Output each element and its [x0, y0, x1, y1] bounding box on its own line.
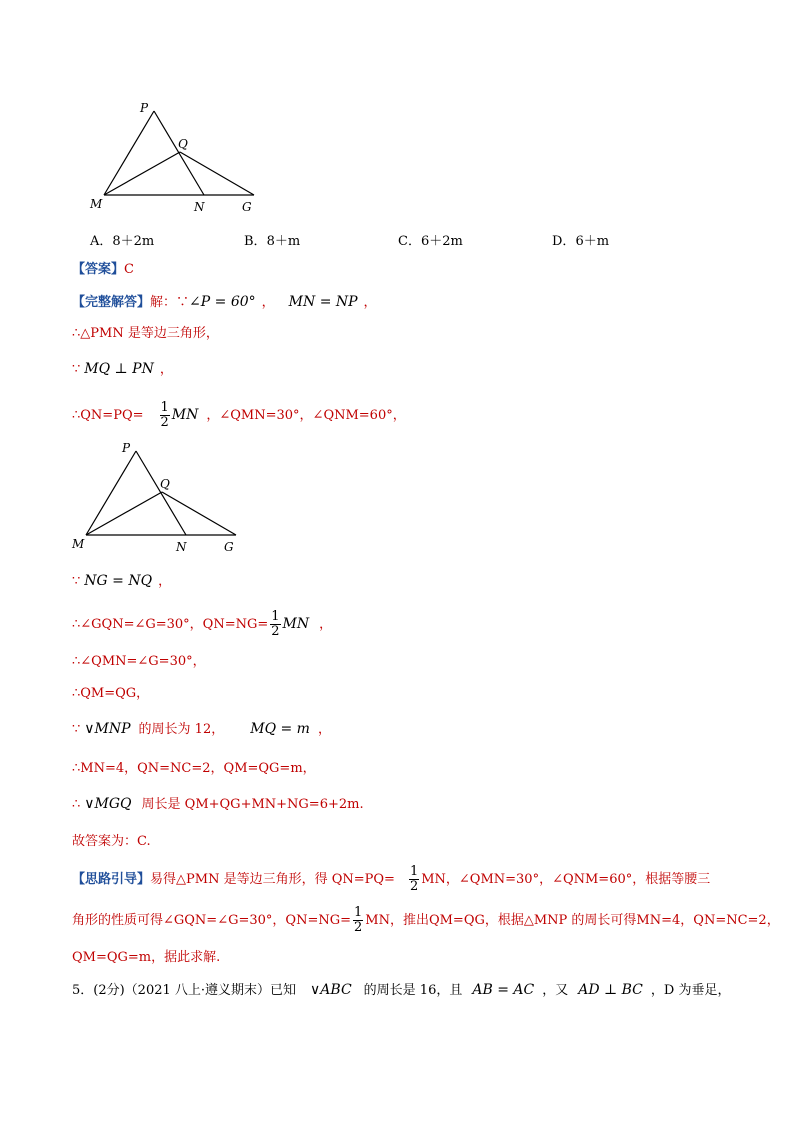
- math-mq-perp-pn: MQ ⊥ PN: [84, 361, 154, 377]
- question-5-end: ，D 为垂足，: [650, 983, 731, 998]
- label-m: M: [72, 537, 85, 551]
- fraction-numerator: 1: [409, 864, 419, 879]
- solution-l6-end: ，: [319, 617, 333, 632]
- hint-l2-pre: 角形的性质可得∠GQN=∠G=30°，QN=NG=: [72, 913, 351, 928]
- solution-l4-post: ，∠QMN=30°，∠QNM=60°，: [206, 408, 406, 423]
- fraction-denominator: 2: [271, 624, 280, 639]
- option-a-text: 8＋2m: [112, 234, 155, 249]
- fraction-numerator: 1: [354, 905, 363, 920]
- math-ad-perp-bc: AD ⊥ BC: [578, 982, 643, 998]
- solution-l9-mid: 的周长为 12，: [138, 722, 225, 737]
- solution-l6-pre: ∴∠GQN=∠G=30°，QN=NG=: [72, 617, 269, 632]
- label-m: M: [90, 197, 103, 211]
- option-c-letter: C．: [398, 234, 421, 249]
- fraction-half: [409, 865, 419, 894]
- option-d-text: 6＋m: [575, 234, 610, 249]
- solution-l3-end: ，: [159, 362, 173, 377]
- option-b-text: 8＋m: [266, 234, 301, 249]
- question-5-pre: 5．(2分)（2021 八上·遵义期末）已知: [72, 983, 297, 998]
- hint-l2-post: MN，推出QM=QG，根据△MNP 的周长可得MN=4，QN=NC=2，: [365, 913, 780, 928]
- solution-l11-pre: ∴: [72, 797, 81, 812]
- fraction-half: [353, 906, 363, 935]
- question-5-line: [72, 980, 730, 1001]
- math-mq-m: MQ = m: [250, 721, 310, 737]
- option-b: [244, 230, 300, 249]
- question-5-mid2: ，又: [542, 983, 569, 998]
- answer-label: 【答案】: [72, 262, 125, 277]
- solution-l3-pre: ∵: [72, 362, 81, 377]
- solution-line-1: [72, 292, 377, 313]
- math-triangle-mnp: ∨MNP: [84, 721, 131, 737]
- answer-line: [72, 260, 134, 280]
- solution-l5-end: ，: [158, 574, 172, 589]
- solution-l1-sep: ，: [261, 295, 275, 310]
- math-mn: MN: [171, 407, 199, 423]
- math-triangle-abc: ∨ABC: [310, 982, 352, 998]
- hint-line-2: [72, 904, 780, 938]
- solution-l1-pre: 解：∵: [150, 295, 190, 310]
- option-d-letter: D．: [552, 234, 576, 249]
- label-q: Q: [160, 477, 170, 491]
- fraction-half: [160, 401, 170, 430]
- solution-label: 【完整解答】: [72, 295, 151, 310]
- hint-line-1: [72, 863, 710, 897]
- solution-line-2: ∴△PMN 是等边三角形，: [72, 326, 219, 341]
- option-a-letter: A．: [90, 234, 113, 249]
- solution-line-11: [72, 794, 364, 815]
- solution-l9-pre: ∵: [72, 722, 81, 737]
- hint-l1-pre: 易得△PMN 是等边三角形，得 QN=PQ=: [150, 872, 395, 887]
- fraction-numerator: 1: [160, 400, 169, 415]
- option-a: [90, 230, 154, 249]
- solution-l9-end: ，: [317, 722, 331, 737]
- solution-line-5: [72, 571, 171, 592]
- segment-pm: [86, 451, 136, 535]
- solution-line-8: ∴QM=QG，: [72, 686, 150, 701]
- solution-line-10: ∴MN=4，QN=NC=2，QM=QG=m，: [72, 761, 316, 776]
- hint-line-3: QM=QG=m，据此求解.: [72, 950, 221, 965]
- math-ng-nq: NG = NQ: [84, 573, 153, 589]
- segment-pm: [104, 111, 154, 195]
- math-mn: MN: [282, 616, 310, 632]
- solution-line-12: 故答案为：C.: [72, 834, 151, 849]
- option-c-text: 6＋2m: [420, 234, 463, 249]
- fraction-numerator: 1: [271, 609, 280, 624]
- label-p: P: [122, 441, 131, 455]
- question-5-mid1: 的周长是 16，且: [363, 983, 463, 998]
- solution-line-9: [72, 719, 331, 740]
- triangle-figure-top: [84, 98, 274, 220]
- label-n: N: [194, 200, 205, 214]
- answer-value: C: [124, 262, 134, 277]
- solution-l5-pre: ∵: [72, 574, 81, 589]
- segment-mq: [86, 492, 162, 535]
- label-g: G: [224, 540, 234, 554]
- solution-line-7: ∴∠QMN=∠G=30°，: [72, 654, 206, 669]
- label-g: G: [242, 200, 252, 214]
- math-angle-p: ∠P = 60°: [189, 294, 256, 310]
- segment-mq: [104, 152, 180, 195]
- fraction-denominator: 2: [160, 415, 169, 430]
- fraction-denominator: 2: [409, 879, 419, 894]
- math-mn-np: MN = NP: [288, 294, 358, 310]
- label-p: P: [140, 101, 149, 115]
- hint-l1-post: MN，∠QMN=30°，∠QNM=60°，根据等腰三: [421, 872, 711, 887]
- math-triangle-mgq: ∨MGQ: [84, 796, 132, 812]
- option-d: [552, 230, 609, 249]
- solution-l1-end: ，: [363, 295, 377, 310]
- triangle-figure-middle: [66, 438, 256, 560]
- option-b-letter: B．: [244, 234, 267, 249]
- solution-l4-pre: ∴QN=PQ=: [72, 408, 144, 423]
- solution-line-6: [72, 607, 332, 641]
- solution-line-3: [72, 359, 173, 380]
- solution-l11-post: 周长是 QM+QG+MN+NG=6+2m.: [141, 797, 364, 812]
- label-q: Q: [178, 137, 188, 151]
- math-ab-ac: AB = AC: [472, 982, 535, 998]
- label-n: N: [176, 540, 187, 554]
- hint-label: 【思路引导】: [72, 872, 151, 887]
- solution-line-4: [72, 398, 406, 432]
- fraction-denominator: 2: [354, 920, 363, 935]
- fraction-half: [270, 610, 280, 639]
- option-c: [398, 230, 463, 249]
